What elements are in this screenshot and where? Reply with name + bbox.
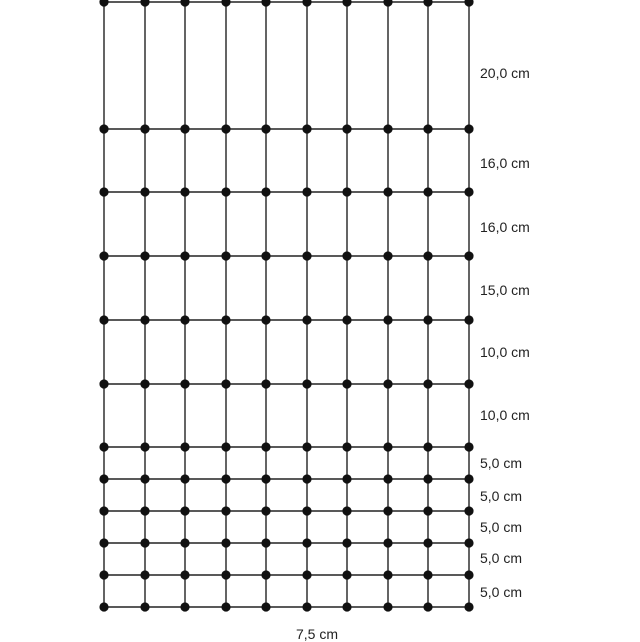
- mesh-knot: [302, 506, 311, 515]
- mesh-knot: [180, 124, 189, 133]
- mesh-knot: [140, 187, 149, 196]
- row-spacing-label-8: 5,0 cm: [480, 488, 523, 504]
- mesh-knot: [140, 124, 149, 133]
- mesh-knot: [464, 506, 473, 515]
- mesh-knot: [423, 0, 432, 7]
- mesh-knot: [423, 251, 432, 260]
- mesh-knot: [423, 474, 432, 483]
- mesh-knot: [342, 251, 351, 260]
- horizontal-wires: [104, 2, 469, 607]
- mesh-knot: [261, 506, 270, 515]
- mesh-knot: [423, 315, 432, 324]
- mesh-knot: [302, 315, 311, 324]
- mesh-knot: [383, 602, 392, 611]
- mesh-knot: [261, 187, 270, 196]
- mesh-knot: [99, 251, 108, 260]
- mesh-knot: [302, 442, 311, 451]
- mesh-knot: [180, 570, 189, 579]
- mesh-knot: [383, 251, 392, 260]
- mesh-knot: [221, 379, 230, 388]
- mesh-knot: [383, 442, 392, 451]
- mesh-knot: [140, 442, 149, 451]
- mesh-knot: [342, 379, 351, 388]
- mesh-knot: [383, 187, 392, 196]
- mesh-knot: [140, 315, 149, 324]
- mesh-knot: [383, 315, 392, 324]
- row-spacing-label-1: 20,0 cm: [480, 65, 530, 81]
- mesh-knot: [464, 570, 473, 579]
- mesh-knot: [383, 570, 392, 579]
- mesh-knot: [99, 538, 108, 547]
- mesh-knot: [423, 442, 432, 451]
- row-spacing-label-9: 5,0 cm: [480, 519, 523, 535]
- mesh-knot: [99, 0, 108, 7]
- mesh-knot: [342, 538, 351, 547]
- mesh-knot: [99, 315, 108, 324]
- mesh-knot: [180, 187, 189, 196]
- mesh-knot: [261, 124, 270, 133]
- mesh-knot: [342, 570, 351, 579]
- mesh-knot: [180, 379, 189, 388]
- mesh-knot: [423, 538, 432, 547]
- mesh-knot: [221, 187, 230, 196]
- mesh-knot: [464, 124, 473, 133]
- mesh-knot: [180, 442, 189, 451]
- row-spacing-label-7: 5,0 cm: [480, 455, 523, 471]
- mesh-knot: [140, 474, 149, 483]
- mesh-knot: [221, 0, 230, 7]
- mesh-knot: [140, 0, 149, 7]
- mesh-knot: [261, 251, 270, 260]
- mesh-knot: [423, 379, 432, 388]
- mesh-knot: [221, 602, 230, 611]
- mesh-knot: [383, 379, 392, 388]
- mesh-knot: [180, 251, 189, 260]
- mesh-knot: [342, 124, 351, 133]
- mesh-knot: [342, 602, 351, 611]
- mesh-knot: [261, 538, 270, 547]
- mesh-knot: [180, 538, 189, 547]
- mesh-knot: [342, 0, 351, 7]
- mesh-knot: [302, 570, 311, 579]
- row-spacing-label-3: 16,0 cm: [480, 219, 530, 235]
- mesh-knot: [180, 474, 189, 483]
- mesh-knot: [140, 379, 149, 388]
- mesh-knot: [221, 474, 230, 483]
- row-spacing-label-2: 16,0 cm: [480, 155, 530, 171]
- mesh-knot: [221, 570, 230, 579]
- mesh-knot: [302, 0, 311, 7]
- mesh-knot: [302, 474, 311, 483]
- mesh-knot: [464, 187, 473, 196]
- mesh-knot: [302, 379, 311, 388]
- mesh-knot: [423, 506, 432, 515]
- row-spacing-label-6: 10,0 cm: [480, 407, 530, 423]
- mesh-knot: [261, 442, 270, 451]
- mesh-knot: [302, 602, 311, 611]
- mesh-knot: [99, 442, 108, 451]
- mesh-knot: [221, 124, 230, 133]
- mesh-knot: [464, 538, 473, 547]
- mesh-knot: [99, 570, 108, 579]
- mesh-knot: [342, 187, 351, 196]
- mesh-knot: [302, 187, 311, 196]
- mesh-knot: [221, 251, 230, 260]
- mesh-knot: [221, 315, 230, 324]
- vertical-wires: [104, 2, 469, 607]
- mesh-knot: [221, 506, 230, 515]
- mesh-knot: [464, 315, 473, 324]
- mesh-knot: [423, 187, 432, 196]
- mesh-knot: [180, 506, 189, 515]
- mesh-knot: [221, 538, 230, 547]
- mesh-knot: [99, 506, 108, 515]
- mesh-knot: [383, 474, 392, 483]
- mesh-knot: [99, 474, 108, 483]
- row-spacing-label-10: 5,0 cm: [480, 550, 523, 566]
- mesh-knot: [464, 474, 473, 483]
- mesh-knot: [99, 124, 108, 133]
- column-spacing-label: 7,5 cm: [296, 626, 339, 642]
- mesh-knot: [302, 251, 311, 260]
- mesh-knot: [140, 570, 149, 579]
- mesh-knot: [140, 506, 149, 515]
- mesh-knot: [464, 442, 473, 451]
- mesh-knot: [464, 0, 473, 7]
- mesh-knot: [383, 0, 392, 7]
- mesh-knot: [261, 602, 270, 611]
- mesh-knot: [261, 379, 270, 388]
- mesh-knot: [464, 379, 473, 388]
- row-spacing-label-4: 15,0 cm: [480, 282, 530, 298]
- mesh-knot: [140, 602, 149, 611]
- mesh-knot: [423, 124, 432, 133]
- mesh-knot: [180, 315, 189, 324]
- mesh-knot: [99, 379, 108, 388]
- mesh-knot: [342, 506, 351, 515]
- mesh-knot: [261, 315, 270, 324]
- mesh-knot: [99, 602, 108, 611]
- mesh-knot: [423, 570, 432, 579]
- mesh-knot: [99, 187, 108, 196]
- mesh-knot: [302, 124, 311, 133]
- knots: [99, 0, 473, 612]
- mesh-knot: [140, 251, 149, 260]
- mesh-knot: [383, 506, 392, 515]
- mesh-knot: [464, 251, 473, 260]
- row-spacing-label-11: 5,0 cm: [480, 584, 523, 600]
- row-spacing-label-5: 10,0 cm: [480, 344, 530, 360]
- mesh-knot: [342, 315, 351, 324]
- mesh-knot: [180, 602, 189, 611]
- mesh-knot: [180, 0, 189, 7]
- mesh-knot: [464, 602, 473, 611]
- mesh-knot: [383, 124, 392, 133]
- mesh-knot: [261, 0, 270, 7]
- mesh-knot: [423, 602, 432, 611]
- mesh-knot: [342, 474, 351, 483]
- mesh-knot: [302, 538, 311, 547]
- mesh-knot: [221, 442, 230, 451]
- mesh-knot: [342, 442, 351, 451]
- mesh-knot: [261, 474, 270, 483]
- mesh-knot: [261, 570, 270, 579]
- mesh-knot: [383, 538, 392, 547]
- mesh-knot: [140, 538, 149, 547]
